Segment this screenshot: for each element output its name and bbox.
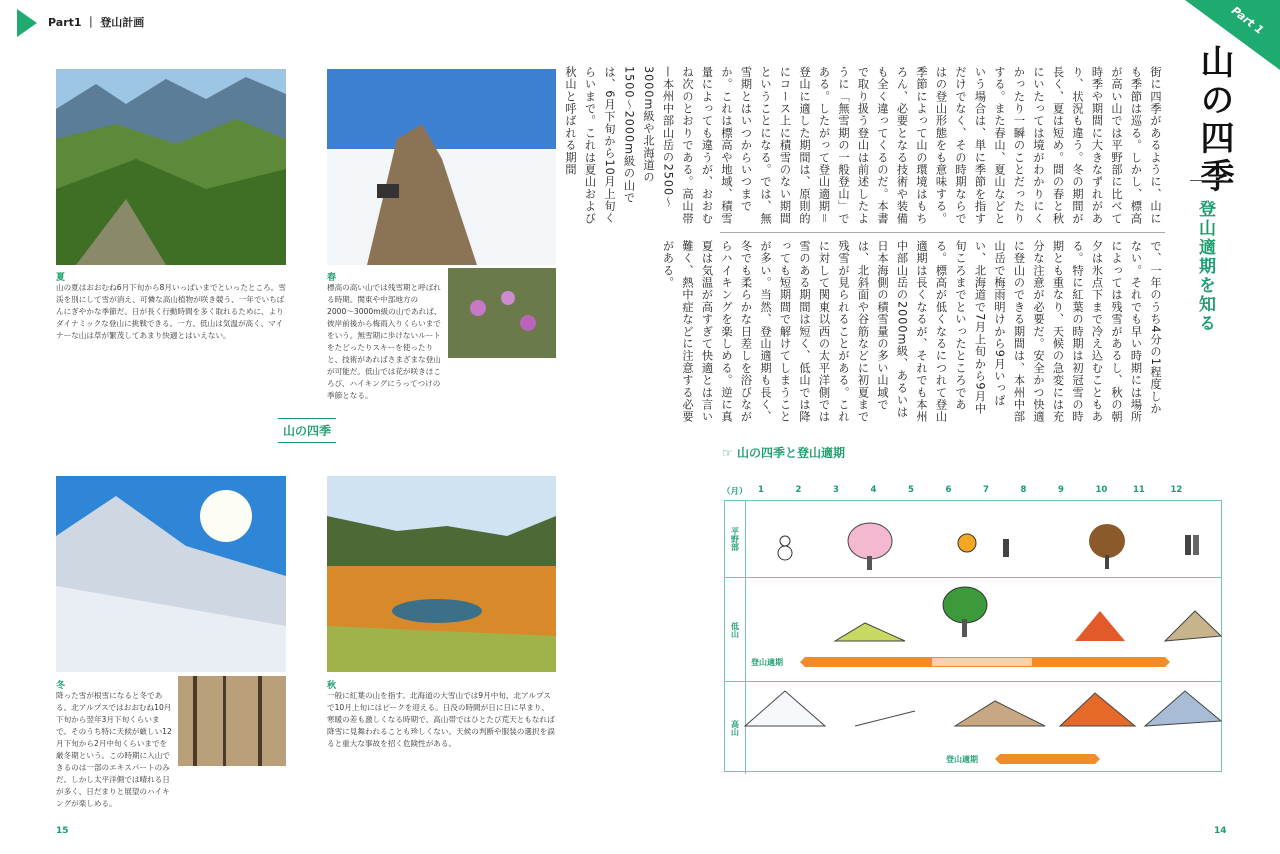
spring-title: 春 (327, 273, 337, 283)
part-label: Part1 (48, 16, 82, 29)
spring-photo (327, 69, 556, 265)
highmountain-bar-label: 登山適期 (946, 755, 978, 764)
month-label: 7 (983, 485, 989, 495)
body-text-top: 街に四季があるように、山にも季節は巡る。しかし、標高が高い山では平野部に比べて時季や期間に大きなずれがあり、状況も違う。冬の期間が長く、夏は短め。間の春と秋にいたっては境がわかりにくかったり一瞬のことだったりする。また春山、夏山などという場合は、単に季節を指すだけでなく、その時期ならではの登山形態をも意味する。季節によって山の環境はもちろん、必要となる技術や装備も全く違ってくるのだ。本書で取り扱う登山は前述したように「無雪期の一般登山」である。したがって登山適期＝登山に適した期間は、原則的にコース上に積雪のない期間ということになる。では、無雪期とはいつからいつまでか。これは標高や地域、積雪量によっても違うが、おおむね次のとおりである。高山帯—本州中部山岳の2500〜3000m級や北海道の1500〜2000m級の山では、6月下旬から10月上旬くらいまで。これは夏山および秋山と呼ばれる期間 (564, 66, 1162, 225)
running-header (48, 14, 144, 30)
column-divider (720, 232, 1165, 233)
month-label: 4 (870, 485, 877, 495)
row-label-highmountain: 高山 (725, 682, 746, 774)
header-divider: ｜ (85, 16, 97, 29)
section-label: 登山計画 (100, 16, 145, 29)
autumn-caption: 一般に紅葉の山を指す。北海道の大雪山では9月中旬、北アルプスで10月上旬にはピークを迎える。日没の時間が日に日に早まり、寒暖の差も激しくなる時期で、高山帯ではひとたび荒天ともなれば降雪に見舞われることも珍しくない。天候の判断や服装の選択を誤ると重大な事故を招く危険性がある。 (327, 691, 555, 748)
summer-title: 夏 (56, 273, 66, 283)
month-unit-label: （月） (722, 487, 748, 497)
month-label: 2 (795, 485, 802, 495)
month-label: 10 (1095, 485, 1108, 495)
title-divider (1190, 180, 1224, 181)
chart-title (722, 444, 845, 461)
page-title: 山の四季 (1194, 44, 1234, 196)
season-illustrations (745, 501, 1221, 771)
autumn-photo (327, 476, 556, 672)
winter-forest-photo (178, 676, 286, 766)
row-label-lowland: 平野部 (725, 501, 746, 577)
lowmountain-bar-label: 登山適期 (751, 658, 783, 667)
autumn-title: 秋 (327, 681, 337, 691)
month-label: 9 (1058, 485, 1064, 495)
page-subtitle: 登山適期を知る (1195, 200, 1215, 333)
winter-caption: 降った雪が根雪になると冬である。北アルプスではおおむね10月下旬から翌年3月下旬くらいまで。そのうち特に天候が厳しい12月下旬から2月中旬くらいまでを厳冬期という。この時期に入山できるのは一部のエキスパートのみだ。しかし太平洋側では晴れる日が多く、日だまりと展望のハイキングが楽しめる。 (56, 691, 172, 808)
row-label-lowmountain: 低山 (725, 578, 746, 682)
month-label: 5 (908, 485, 914, 495)
body-text-bottom: で、一年のうち4分の1程度しかない。それでも早い時期には場所によっては残雪があるし、秋の朝夕は氷点下まで冷え込むこともある。特に紅葉の時期は初冠雪の時期とも重なり、天候の急変には充分な注意が必要だ。安全かつ快適に登山のできる期間は、本州中部山岳で梅雨明けから9月いっぱい、北海道で7月上旬から9月中旬ころまでといったところである。標高が低くなるにつれて登山適期は長くなるが、それでも本州中部山岳の2000m級、あるいは日本海側の積雪量の多い山域では、北斜面や谷筋などに初夏まで残雪が見られることがある。これに対して関東以西の太平洋側では雪のある期間は短く、低山では降っても短期間で解けてしまうことが多い。当然、登山適期も長く、冬でも柔らかな日差しを浴びながらハイキングを楽しめる。逆に真夏は気温が高すぎて快適とは言い難く、熱中症などに注意する必要がある。 (661, 240, 1162, 423)
summer-caption: 山の夏はおおむね6月下旬から8月いっぱいまでといったところ。雪渓を別にして雪が消え、可憐な高山植物が咲き競う、一年でいちばんにぎやかな季節だ。日が長く行動時間を多く取れるために、よりダイナミックな登山に挑戦できる。一方、低山は気温が高く、マイナーな山は草が繁茂してあまり快適とはいえない。 (56, 283, 286, 340)
chart-title-text: 山の四季と登山適期 (736, 446, 845, 460)
spring-caption: 標高の高い山では残雪期と呼ばれる時期。関東や中部地方の2000〜3000m級の山であれば、彼岸前後から梅雨入りくらいまでをいう。無雪期に歩けないルートをたどったりスキーを使ったりと、技術があればさまざまな登山が可能だ。低山では花が咲きほころび、ハイキングにうってつけの季節となる。 (327, 283, 442, 400)
part-marker-icon (17, 9, 37, 37)
right-page-number: 14 (1214, 826, 1227, 836)
pointing-hand-icon: ☞ (722, 446, 733, 460)
month-label: 11 (1133, 485, 1145, 495)
left-page-number: 15 (56, 826, 69, 836)
month-label: 12 (1170, 485, 1183, 495)
summer-photo (56, 69, 286, 265)
month-label: 8 (1020, 485, 1027, 495)
part-tab-label: Part 1 (1228, 4, 1267, 37)
winter-photo (56, 476, 286, 672)
month-label: 1 (758, 485, 764, 495)
winter-title: 冬 (56, 681, 66, 691)
month-label: 3 (833, 485, 839, 495)
month-label: 6 (945, 485, 952, 495)
spring-flower-photo (448, 268, 556, 358)
season-chart (724, 500, 1222, 772)
seasons-heading: 山の四季 (278, 418, 336, 443)
